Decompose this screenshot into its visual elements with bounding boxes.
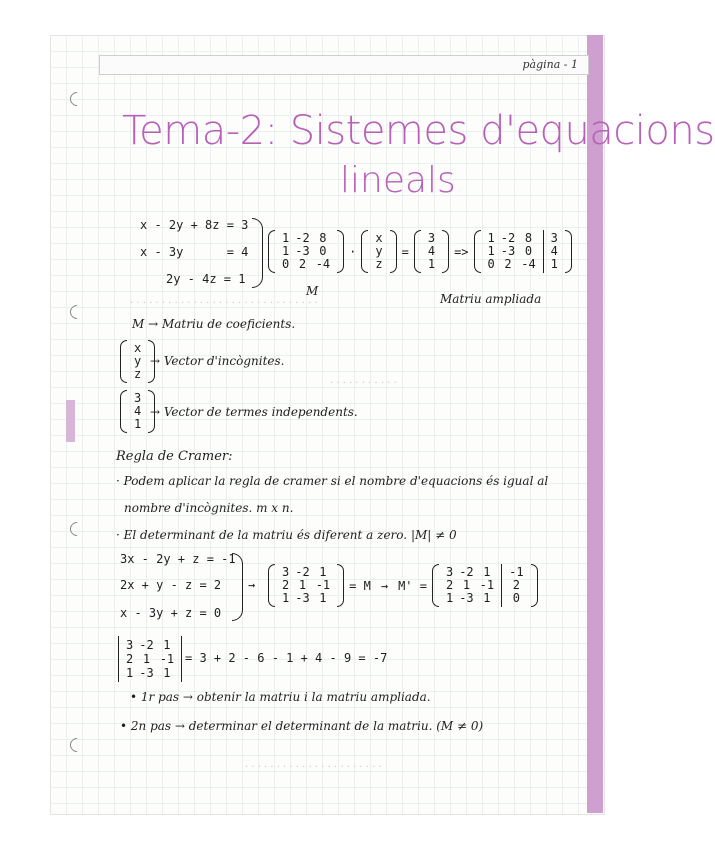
section-heading: Regla de Cramer: xyxy=(116,449,233,464)
binder-tab xyxy=(66,400,75,442)
extended-matrix-label: Matriu ampliada xyxy=(440,292,542,306)
page-header xyxy=(99,55,589,75)
equation: x - 3y + z = 0 xyxy=(120,606,222,620)
determinant-expansion: = 3 + 2 - 6 - 1 + 4 - 9 = -7 xyxy=(185,651,388,665)
rule-bullet: · Podem aplicar la regla de cramer si el nombre d'equacions és igual al xyxy=(116,474,549,488)
equation: 2y - 4z = 1 xyxy=(166,272,246,286)
rule-bullet-continuation: nombre d'incògnites. m x n. xyxy=(124,501,294,515)
bleed-through-text: · · · · · · · · · · · xyxy=(330,378,397,389)
arrow: → xyxy=(248,578,256,592)
step-item: • 1r pas → obtenir la matriu i la matriu ampliada. xyxy=(130,690,431,704)
constant-vector: 3 4 1 xyxy=(427,231,436,271)
step-item: • 2n pas → determinar el determinant de la matriu. (M ≠ 0) xyxy=(120,719,484,733)
bleed-through-text: · · · · · · · · · · · · · · · · · · · · · · · · · · · · · · xyxy=(130,298,318,309)
page-number: pàgina - 1 xyxy=(522,58,578,71)
coefficient-matrix: 3 -2 1 2 1 -1 1 -3 1 = M → M' = 3 -2 1 2 1 -1 1 -3 1 -1 2 0 xyxy=(268,564,538,607)
equation: x - 2y + 8z = 3 xyxy=(140,218,249,232)
variable-vector: x y z xyxy=(375,231,383,271)
variable-vector-definition: → Vector d'incògnites. xyxy=(150,354,285,368)
constant-vector: 3 4 1 xyxy=(120,390,155,433)
equation: 3x - 2y + z = -1 xyxy=(120,552,236,566)
system-brace xyxy=(252,218,263,288)
equation: 2x + y - z = 2 xyxy=(120,578,222,592)
matrix-definition: M → Matriu de coeficients. xyxy=(132,317,296,331)
determinant: 3 -2 1 2 1 -1 1 -3 1 xyxy=(118,636,182,682)
page-title: Tema-2: Sistemes d'equacions xyxy=(122,108,715,154)
variable-vector: x y z xyxy=(120,340,155,383)
system-brace xyxy=(232,553,243,621)
page-title-line2: lineals xyxy=(340,160,456,201)
bleed-through-text: · · · · · · · · · · · · · · · · · · · · · · xyxy=(245,762,382,773)
rule-bullet: · El determinant de la matriu és diferent a zero. |M| ≠ 0 xyxy=(116,528,457,542)
constant-vector-definition: → Vector de termes independents. xyxy=(150,405,358,419)
matrix-label: M xyxy=(306,284,319,298)
extended-matrix-body: 1 -2 8 1 -3 0 0 2 -4 xyxy=(487,231,536,271)
equation: x - 3y = 4 xyxy=(140,245,249,259)
extended-matrix-body: 3 -2 1 2 1 -1 1 -3 1 xyxy=(445,565,495,605)
coefficient-matrix: 1 -2 8 1 -3 0 0 2 -4 · x y z = 3 4 1 => 1 -2 8 1 -3 0 0 2 -4 3 4 1 xyxy=(268,230,572,273)
